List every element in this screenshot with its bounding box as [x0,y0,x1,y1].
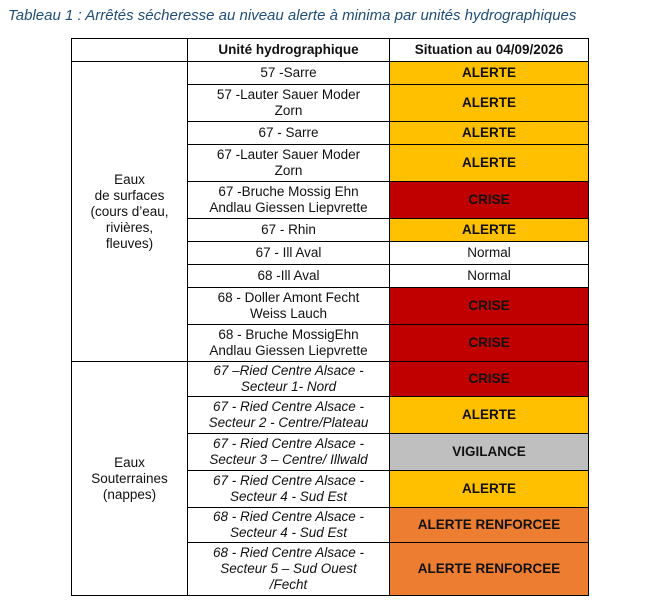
unite-cell [188,265,390,288]
table-row [72,362,589,397]
unite-line: /Fecht [269,577,308,592]
status-cell: ALERTE [390,219,589,242]
unite-line: 57 -Lauter Sauer Moder [216,87,361,102]
group-label-line: de surfaces [94,187,165,203]
unite-line: 67 - Sarre [258,125,319,140]
status-cell: VIGILANCE [390,434,589,471]
status-cell: ALERTE [390,85,589,122]
status-cell: CRISE [390,288,589,325]
unite-line: 67 - Rhin [261,222,316,237]
header-unite: Unité hydrographique [188,39,390,62]
unite-cell [188,543,390,596]
status-cell: ALERTE [390,62,589,85]
unite-line: 67 -Lauter Sauer Moder [216,147,361,162]
unite-line: Andlau Giessen Liepvrette [209,343,368,358]
unite-cell [188,471,390,508]
table-row [72,62,589,85]
status-cell: ALERTE [390,397,589,434]
unite-line: Secteur 2 - Centre/Plateau [208,415,369,430]
status-cell: ALERTE RENFORCEE [390,508,589,543]
unite-cell [188,85,390,122]
unite-line: 68 - Ried Centre Alsace - [212,545,365,560]
status-cell: CRISE [390,325,589,362]
unite-cell [188,397,390,434]
unite-line: 67 - Ried Centre Alsace - [212,436,365,451]
unite-cell [188,122,390,145]
group-label-line: fleuves) [105,235,154,251]
unite-line: Zorn [274,163,303,178]
unite-line: Weiss Lauch [249,306,328,321]
group-label-line: (nappes) [102,486,157,502]
unite-cell [188,288,390,325]
unite-line: Secteur 1- Nord [240,379,337,394]
unite-line: 67 - Ried Centre Alsace - [212,399,365,414]
header-blank-cell [72,39,188,62]
drought-table [71,38,589,596]
status-cell: ALERTE [390,122,589,145]
unite-cell [188,362,390,397]
status-cell: ALERTE [390,471,589,508]
table-caption: Tableau 1 : Arrêtés sécheresse au niveau alerte à minima par unités hydrographiques [8,7,577,24]
status-cell: Normal [390,265,589,288]
group-label-cell [72,62,188,362]
unite-line: 57 -Sarre [260,65,317,80]
group-label-line: rivières, [105,219,154,235]
unite-line: Secteur 5 – Sud Ouest [220,561,357,576]
group-label-line: Eaux [114,454,145,470]
status-cell: CRISE [390,182,589,219]
group-label-line: Eaux [114,171,145,187]
unite-cell [188,219,390,242]
unite-line: 68 - Ried Centre Alsace - [212,509,365,524]
unite-cell [188,508,390,543]
unite-line: Zorn [274,103,303,118]
status-cell: CRISE [390,362,589,397]
status-cell: ALERTE RENFORCEE [390,543,589,596]
unite-line: 67 - Ried Centre Alsace - [212,473,365,488]
unite-line: 67 –Ried Centre Alsace - [213,363,364,378]
unite-line: 68 - Doller Amont Fecht [217,290,360,305]
unite-cell [188,182,390,219]
unite-cell [188,242,390,265]
group-label-line: Souterraines [91,470,168,486]
group-label-line: (cours d’eau, [90,203,169,219]
unite-line: 68 -Ill Aval [257,268,320,283]
unite-line: Secteur 3 – Centre/ Illwald [209,452,368,467]
header-situation: Situation au 04/09/2026 [390,39,589,62]
status-cell: ALERTE [390,145,589,182]
unite-cell [188,145,390,182]
group-label-cell [72,362,188,596]
unite-line: 67 - Ill Aval [255,245,322,260]
unite-cell [188,434,390,471]
unite-line: 68 - Bruche MossigEhn [218,327,359,342]
unite-line: Secteur 4 - Sud Est [229,525,348,540]
unite-line: Secteur 4 - Sud Est [229,489,348,504]
table-body [72,62,589,596]
status-cell: Normal [390,242,589,265]
unite-cell [188,325,390,362]
unite-line: Andlau Giessen Liepvrette [209,200,368,215]
unite-line: 67 -Bruche Mossig Ehn [218,184,359,199]
unite-cell [188,62,390,85]
